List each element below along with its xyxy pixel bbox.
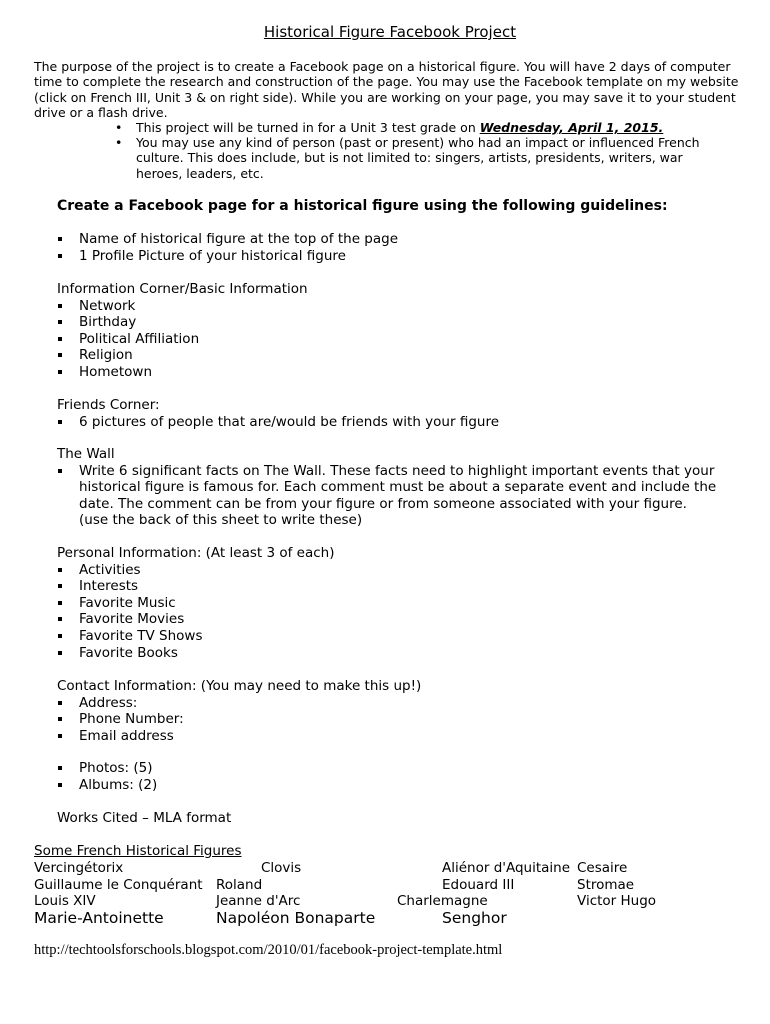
square-bullet-icon — [58, 568, 62, 572]
wall-section — [57, 446, 717, 529]
square-bullet-icon — [58, 254, 62, 258]
contact-info-section — [57, 678, 737, 744]
list-item: Name of historical figure at the top of the page — [57, 231, 737, 248]
square-bullet-icon — [58, 717, 62, 721]
square-bullet-icon — [58, 617, 62, 621]
square-bullet-icon — [58, 337, 62, 341]
figure-name: Senghor — [442, 909, 507, 927]
square-bullet-icon — [58, 634, 62, 638]
figure-name: Louis XIV — [34, 893, 96, 909]
square-bullet-icon — [58, 353, 62, 357]
figure-name: Guillaume le Conquérant — [34, 877, 203, 893]
figure-name: Victor Hugo — [577, 893, 657, 909]
square-bullet-icon — [58, 584, 62, 588]
person-note: You may use any kind of person (past or present) who had an impact or influenced French culture. This does include, but is not limited to: singers, artists, presidents, writers, war heroes, leaders, etc. — [136, 135, 700, 181]
page-title: Historical Figure Facebook Project — [263, 23, 517, 41]
works-cited: Works Cited – MLA format — [57, 810, 232, 826]
list-item: Favorite Music — [57, 595, 737, 612]
media-section — [57, 760, 737, 793]
list-item: Favorite Movies — [57, 611, 737, 628]
figure-name: Charlemagne — [397, 893, 488, 909]
source-url: http://techtoolsforschools.blogspot.com/2010/01/facebook-project-template.html — [34, 942, 503, 958]
section-label: Contact Information: (You may need to make this up!) — [57, 678, 422, 694]
figure-name: Napoléon Bonaparte — [216, 909, 376, 927]
list-item: Network — [57, 298, 737, 315]
list-item — [115, 120, 715, 135]
intro-paragraph: The purpose of the project is to create a Facebook page on a historical figure. You will have 2 days of computer time to complete the research and construction of the page. You may use the Facebook template on my website (click on French III, Unit 3 & on right side). While you are working on your page, you may save it to your student drive or a flash drive. — [34, 59, 739, 120]
square-bullet-icon — [58, 304, 62, 308]
figure-name: Edouard III — [442, 877, 515, 893]
list-item: Favorite TV Shows — [57, 628, 737, 645]
bullet-icon: • — [115, 135, 123, 151]
figure-name: Vercingétorix — [34, 860, 124, 876]
list-item: Religion — [57, 347, 737, 364]
square-bullet-icon — [58, 783, 62, 787]
requirements-list — [115, 120, 715, 181]
list-item: Political Affiliation — [57, 331, 737, 348]
square-bullet-icon — [58, 701, 62, 705]
section-label: The Wall — [57, 446, 115, 462]
list-item: Write 6 significant facts on The Wall. These facts need to highlight important events that your historical figure is famous for. Each comment must be about a separate event and include the date. The comment can be from your figure or from someone associated with your figure. (use the back of this sheet to write these) — [57, 463, 717, 529]
square-bullet-icon — [58, 651, 62, 655]
due-text: This project will be turned in for a Unit 3 test grade on — [136, 120, 480, 135]
section-label: Personal Information: (At least 3 of each) — [57, 545, 335, 561]
section-label: Information Corner/Basic Information — [57, 281, 308, 297]
personal-info-section — [57, 545, 737, 661]
figure-name: Roland — [216, 877, 263, 893]
square-bullet-icon — [58, 237, 62, 241]
list-item: 1 Profile Picture of your historical figure — [57, 248, 737, 265]
list-item: Phone Number: — [57, 711, 737, 728]
list-item: Address: — [57, 695, 737, 712]
list-item: Interests — [57, 578, 737, 595]
list-item: Birthday — [57, 314, 737, 331]
figure-name: Clovis — [261, 860, 302, 876]
figure-name: Cesaire — [577, 860, 628, 876]
list-item: 6 pictures of people that are/would be friends with your figure — [57, 414, 737, 431]
info-corner-section — [57, 281, 737, 381]
due-date: Wednesday, April 1, 2015. — [479, 120, 664, 135]
square-bullet-icon — [58, 420, 62, 424]
square-bullet-icon — [58, 766, 62, 770]
figures-heading: Some French Historical Figures — [34, 843, 242, 859]
section-label: Friends Corner: — [57, 397, 160, 413]
square-bullet-icon — [58, 370, 62, 374]
figure-name: Marie-Antoinette — [34, 909, 164, 927]
list-item: Albums: (2) — [57, 777, 737, 794]
list-item: Activities — [57, 562, 737, 579]
friends-corner-section — [57, 397, 737, 430]
guidelines-heading: Create a Facebook page for a historical figure using the following guidelines: — [57, 198, 668, 214]
square-bullet-icon — [58, 601, 62, 605]
list-item: Hometown — [57, 364, 737, 381]
list-item: Email address — [57, 728, 737, 745]
figure-name: Aliénor d'Aquitaine — [442, 860, 571, 876]
square-bullet-icon — [58, 320, 62, 324]
square-bullet-icon — [58, 469, 62, 473]
figure-name: Stromae — [577, 877, 635, 893]
list-item — [115, 135, 715, 181]
list-item: Favorite Books — [57, 645, 737, 662]
bullet-icon: • — [115, 120, 123, 135]
basics-section — [57, 231, 737, 264]
square-bullet-icon — [58, 734, 62, 738]
figure-name: Jeanne d'Arc — [216, 893, 301, 909]
list-item: Photos: (5) — [57, 760, 737, 777]
